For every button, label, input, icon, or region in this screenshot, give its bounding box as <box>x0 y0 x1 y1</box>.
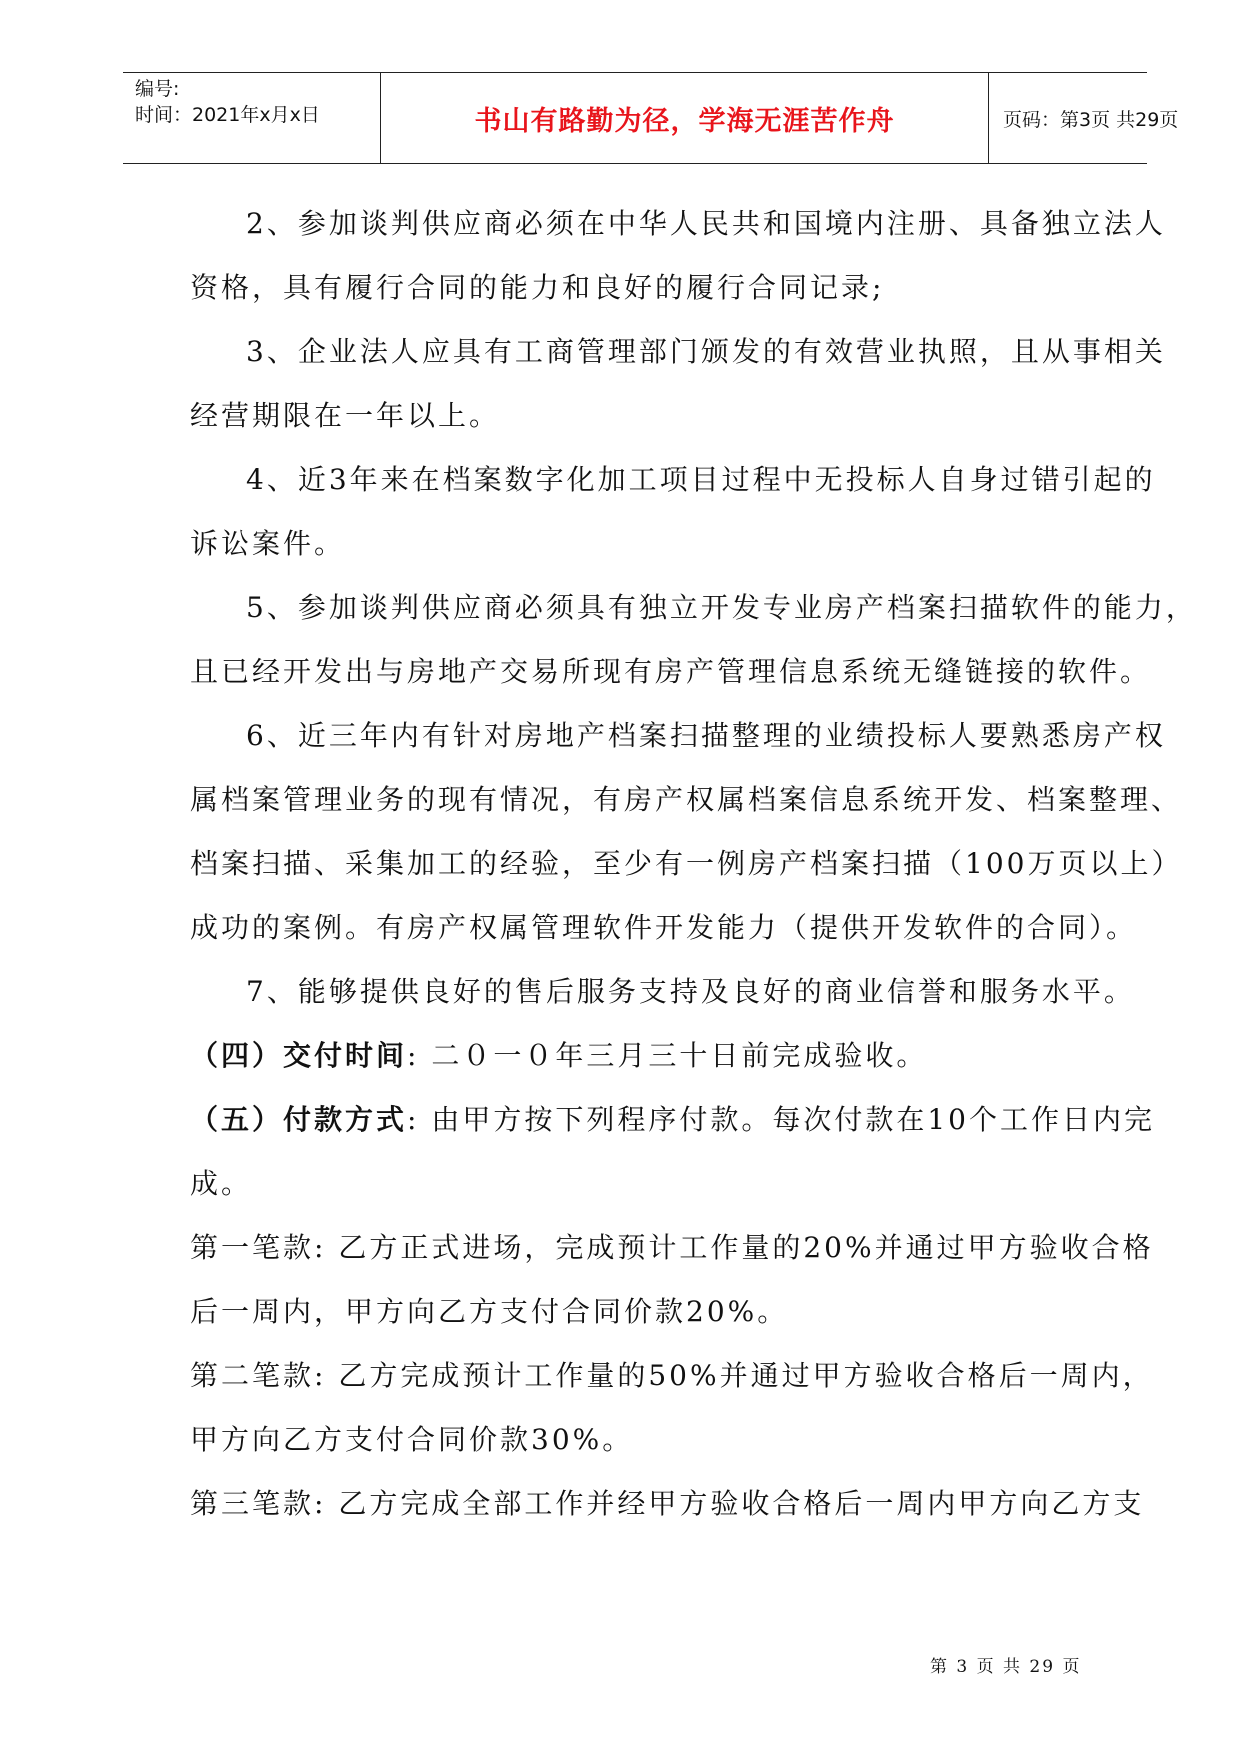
paragraph-line: 4、近3年来在档案数字化加工项目过程中无投标人自身过错引起的 <box>246 463 1156 496</box>
paragraph-line: 成功的案例。有房产权属管理软件开发能力（提供开发软件的合同）。 <box>190 911 1138 944</box>
paragraph-line: 成。 <box>190 1167 253 1200</box>
document-body <box>190 196 1197 1540</box>
payment-method-line <box>190 1092 1155 1156</box>
paragraph-line: 资格，具有履行合同的能力和良好的履行合同记录; <box>190 271 885 304</box>
payment-line: 第三笔款: 乙方完成全部工作并经甲方验收合格后一周内甲方向乙方支 <box>190 1487 1145 1520</box>
document-time-label: 时间：2021年x月x日 <box>135 104 320 126</box>
header-motto: 书山有路勤为径，学海无涯苦作舟 <box>381 73 989 163</box>
delivery-time-heading: （四）交付时间 <box>190 1039 408 1072</box>
delivery-time-text: : 二０一０年三月三十日前完成验收。 <box>407 1039 928 1072</box>
payment-line: 第一笔款: 乙方正式进场，完成预计工作量的20%并通过甲方验收合格 <box>190 1231 1154 1264</box>
page-footer: 第 3 页 共 29 页 <box>930 1657 1082 1677</box>
paragraph-line: 5、参加谈判供应商必须具有独立开发专业房产档案扫描软件的能力， <box>246 591 1197 624</box>
paragraph-line: 3、企业法人应具有工商管理部门颁发的有效营业执照，且从事相关 <box>246 335 1166 368</box>
document-number-label: 编号: <box>135 78 180 100</box>
paragraph-line: 且已经开发出与房地产交易所现有房产管理信息系统无缝链接的软件。 <box>190 655 1152 688</box>
page-header <box>123 72 1179 164</box>
paragraph-line: 档案扫描、采集加工的经验，至少有一例房产档案扫描（100万页以上） <box>190 847 1183 880</box>
paragraph-line: 属档案管理业务的现有情况，有房产权属档案信息系统开发、档案整理、 <box>190 783 1183 816</box>
paragraph-line: 6、近三年内有针对房地产档案扫描整理的业绩投标人要熟悉房产权 <box>246 719 1166 752</box>
paragraph-line: 7、能够提供良好的售后服务支持及良好的商业信誉和服务水平。 <box>246 975 1135 1008</box>
payment-line: 甲方向乙方支付合同价款30%。 <box>190 1423 634 1456</box>
header-page-info: 页码：第3页 共29页 <box>1003 108 1179 131</box>
paragraph-line: 诉讼案件。 <box>190 527 346 560</box>
payment-line: 第二笔款: 乙方完成预计工作量的50%并通过甲方验收合格后一周内， <box>190 1359 1154 1392</box>
header-left-cell <box>123 73 381 163</box>
delivery-time-line <box>190 1028 1110 1092</box>
payment-line: 后一周内，甲方向乙方支付合同价款20%。 <box>190 1295 789 1328</box>
paragraph-line: 2、参加谈判供应商必须在中华人民共和国境内注册、具备独立法人 <box>246 207 1166 240</box>
paragraph-line: 经营期限在一年以上。 <box>190 399 501 432</box>
payment-method-heading: （五）付款方式 <box>190 1103 408 1136</box>
payment-method-text: : 由甲方按下列程序付款。每次付款在10个工作日内完 <box>407 1103 1155 1136</box>
